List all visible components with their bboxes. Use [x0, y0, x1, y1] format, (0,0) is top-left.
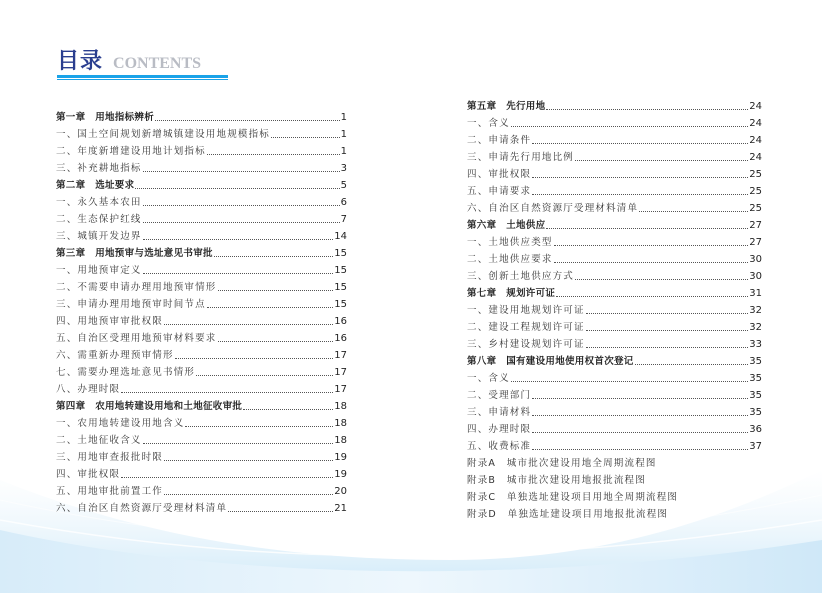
- dot-leader: [639, 210, 748, 212]
- dot-leader: [207, 306, 333, 308]
- dot-leader: [556, 295, 748, 297]
- toc-entry-label: 第四章 农用地转建设用地和土地征收审批: [56, 401, 243, 412]
- toc-section-entry[interactable]: [56, 277, 347, 294]
- dot-leader: [532, 397, 748, 399]
- toc-entry-label: 六、自治区自然资源厅受理材料清单: [467, 203, 639, 214]
- toc-page-number: 36: [749, 424, 762, 435]
- toc-page-number: 25: [749, 186, 762, 197]
- toc-entry-label: 第三章 用地预审与选址意见书审批: [56, 248, 213, 259]
- toc-entry-label: 一、永久基本农田: [56, 197, 142, 208]
- toc-page-number: 25: [749, 169, 762, 180]
- dot-leader: [586, 312, 749, 314]
- toc-section-entry[interactable]: [56, 413, 347, 430]
- dot-leader: [586, 346, 749, 348]
- toc-entry-label: 四、用地预审审批权限: [56, 316, 164, 327]
- dot-leader: [575, 159, 748, 161]
- toc-chapter-entry[interactable]: [467, 215, 762, 232]
- toc-section-entry[interactable]: [56, 345, 347, 362]
- dot-leader: [554, 244, 749, 246]
- dot-leader: [271, 136, 340, 138]
- toc-entry-label: 二、土地供应要求: [467, 254, 553, 265]
- toc-chapter-entry[interactable]: [56, 396, 347, 413]
- toc-entry-label: 六、需重新办理预审情形: [56, 350, 174, 361]
- toc-chapter-entry[interactable]: [56, 107, 347, 124]
- dot-leader: [164, 493, 333, 495]
- toc-entry-label: 七、需要办理选址意见书情形: [56, 367, 196, 378]
- dot-leader: [155, 119, 340, 121]
- toc-entry-label: 二、受理部门: [467, 390, 532, 401]
- toc-page-number: 35: [749, 373, 762, 384]
- toc-entry-label: 三、补充耕地指标: [56, 163, 142, 174]
- toc-entry-label: 一、国土空间规划新增城镇建设用地规模指标: [56, 129, 271, 140]
- toc-right-column: [467, 96, 762, 521]
- toc-page-number: 32: [749, 322, 762, 333]
- toc-page-number: 16: [334, 333, 347, 344]
- toc-chapter-entry[interactable]: [467, 96, 762, 113]
- toc-page-number: 3: [340, 163, 347, 174]
- dot-leader: [575, 278, 748, 280]
- toc-section-entry[interactable]: [56, 379, 347, 396]
- title-underline-thin: [57, 79, 228, 80]
- dot-leader: [228, 510, 333, 512]
- toc-section-entry[interactable]: [467, 164, 762, 181]
- toc-page-number: 16: [334, 316, 347, 327]
- toc-page-number: 1: [340, 146, 347, 157]
- toc-page-number: 35: [749, 390, 762, 401]
- toc-entry-label: 一、建设用地规划许可证: [467, 305, 585, 316]
- dot-leader: [243, 408, 333, 410]
- toc-page-number: 15: [334, 282, 347, 293]
- toc-page-number: 24: [749, 135, 762, 146]
- toc-section-entry[interactable]: [56, 141, 347, 158]
- toc-entry-label: 五、自治区受理用地预审材料要求: [56, 333, 217, 344]
- toc-page-number: 35: [749, 356, 762, 367]
- toc-entry-label: 四、审批权限: [467, 169, 532, 180]
- toc-appendix-entry[interactable]: [467, 487, 762, 504]
- dot-leader: [218, 289, 334, 291]
- toc-page-number: 1: [340, 112, 347, 123]
- toc-appendix-entry[interactable]: [467, 504, 762, 521]
- dot-leader: [532, 142, 748, 144]
- dot-leader: [532, 414, 748, 416]
- toc-entry-label: 三、申请办理用地预审时间节点: [56, 299, 206, 310]
- dot-leader: [143, 221, 340, 223]
- toc-section-entry[interactable]: [467, 436, 762, 453]
- toc-section-entry[interactable]: [467, 368, 762, 385]
- toc-entry-label: 第五章 先行用地: [467, 101, 546, 112]
- toc-appendix-entry[interactable]: [467, 470, 762, 487]
- toc-section-entry[interactable]: [56, 447, 347, 464]
- toc-section-entry[interactable]: [467, 198, 762, 215]
- dot-leader: [546, 227, 748, 229]
- toc-section-entry[interactable]: [467, 402, 762, 419]
- toc-section-entry[interactable]: [467, 249, 762, 266]
- toc-entry-label: 附录D 单独选址建设项目用地报批流程图: [467, 509, 669, 520]
- toc-entry-label: 一、农用地转建设用地含义: [56, 418, 185, 429]
- toc-section-entry[interactable]: [467, 317, 762, 334]
- toc-section-entry[interactable]: [56, 226, 347, 243]
- toc-section-entry[interactable]: [467, 147, 762, 164]
- title-underline: [57, 75, 228, 78]
- dot-leader: [164, 323, 333, 325]
- toc-entry-label: 二、申请条件: [467, 135, 532, 146]
- toc-appendix-entry[interactable]: [467, 453, 762, 470]
- toc-entry-label: 五、申请要求: [467, 186, 532, 197]
- dot-leader: [143, 238, 334, 240]
- toc-entry-label: 三、城镇开发边界: [56, 231, 142, 242]
- dot-leader: [218, 340, 334, 342]
- toc-page-number: 17: [334, 367, 347, 378]
- dot-leader: [196, 374, 333, 376]
- toc-entry-label: 一、含义: [467, 118, 510, 129]
- toc-entry-label: 二、年度新增建设用地计划指标: [56, 146, 206, 157]
- toc-page-number: 25: [749, 203, 762, 214]
- dot-leader: [143, 272, 334, 274]
- toc-entry-label: 附录B 城市批次建设用地报批流程图: [467, 475, 646, 486]
- toc-page-number: 17: [334, 350, 347, 361]
- dot-leader: [164, 459, 333, 461]
- dot-leader: [121, 391, 333, 393]
- toc-section-entry[interactable]: [467, 334, 762, 351]
- toc-page-number: 24: [749, 118, 762, 129]
- toc-section-entry[interactable]: [56, 158, 347, 175]
- toc-section-entry[interactable]: [56, 124, 347, 141]
- dot-leader: [175, 357, 334, 359]
- toc-entry-label: 附录A 城市批次建设用地全周期流程图: [467, 458, 657, 469]
- dot-leader: [207, 153, 340, 155]
- toc-entry-label: 一、用地预审定义: [56, 265, 142, 276]
- toc-section-entry[interactable]: [56, 481, 347, 498]
- toc-section-entry[interactable]: [56, 362, 347, 379]
- toc-page-number: 24: [749, 101, 762, 112]
- dot-leader: [511, 125, 748, 127]
- toc-section-entry[interactable]: [56, 260, 347, 277]
- toc-entry-label: 三、乡村建设规划许可证: [467, 339, 585, 350]
- title-english: CONTENTS: [113, 55, 202, 72]
- dot-leader: [121, 476, 333, 478]
- toc-page-number: 18: [334, 418, 347, 429]
- toc-entry-label: 第六章 土地供应: [467, 220, 546, 231]
- toc-section-entry[interactable]: [467, 300, 762, 317]
- toc-page-number: 18: [334, 435, 347, 446]
- toc-page-number: 1: [340, 129, 347, 140]
- toc-page-number: 14: [334, 231, 347, 242]
- dot-leader: [214, 255, 333, 257]
- page-title: [57, 44, 201, 75]
- dot-leader: [532, 193, 748, 195]
- toc-section-entry[interactable]: [56, 294, 347, 311]
- toc-page-number: 35: [749, 407, 762, 418]
- toc-section-entry[interactable]: [56, 192, 347, 209]
- toc-chapter-entry[interactable]: [56, 243, 347, 260]
- toc-entry-label: 二、建设工程规划许可证: [467, 322, 585, 333]
- dot-leader: [532, 448, 748, 450]
- dot-leader: [135, 187, 339, 189]
- toc-section-entry[interactable]: [467, 385, 762, 402]
- toc-section-entry[interactable]: [467, 419, 762, 436]
- dot-leader: [185, 425, 333, 427]
- toc-page-number: 24: [749, 152, 762, 163]
- toc-section-entry[interactable]: [56, 209, 347, 226]
- toc-page-number: 18: [334, 401, 347, 412]
- toc-entry-label: 一、含义: [467, 373, 510, 384]
- toc-page-number: 15: [334, 248, 347, 259]
- toc-entry-label: 第一章 用地指标辨析: [56, 112, 155, 123]
- toc-page-number: 20: [334, 486, 347, 497]
- toc-section-entry[interactable]: [467, 181, 762, 198]
- toc-page-number: 30: [749, 254, 762, 265]
- toc-section-entry[interactable]: [56, 311, 347, 328]
- toc-page-number: 27: [749, 237, 762, 248]
- toc-entry-label: 二、不需要申请办理用地预审情形: [56, 282, 217, 293]
- toc-entry-label: 五、收费标准: [467, 441, 532, 452]
- toc-entry-label: 第七章 规划许可证: [467, 288, 556, 299]
- toc-chapter-entry[interactable]: [467, 283, 762, 300]
- toc-section-entry[interactable]: [467, 113, 762, 130]
- dot-leader: [532, 176, 748, 178]
- toc-page-number: 19: [334, 469, 347, 480]
- toc-page-number: 27: [749, 220, 762, 231]
- toc-page-number: 15: [334, 299, 347, 310]
- toc-entry-label: 八、办理时限: [56, 384, 121, 395]
- toc-entry-label: 二、土地征收含义: [56, 435, 142, 446]
- toc-entry-label: 三、用地审查报批时限: [56, 452, 164, 463]
- toc-section-entry[interactable]: [56, 430, 347, 447]
- toc-page-number: 37: [749, 441, 762, 452]
- toc-section-entry[interactable]: [56, 328, 347, 345]
- toc-left-column: [56, 107, 347, 515]
- dot-leader: [143, 170, 340, 172]
- toc-chapter-entry[interactable]: [56, 175, 347, 192]
- toc-page-number: 17: [334, 384, 347, 395]
- toc-page-number: 7: [340, 214, 347, 225]
- toc-entry-label: 一、土地供应类型: [467, 237, 553, 248]
- dot-leader: [554, 261, 749, 263]
- toc-page-number: 5: [340, 180, 347, 191]
- toc-section-entry[interactable]: [56, 498, 347, 515]
- toc-page-number: 33: [749, 339, 762, 350]
- toc-section-entry[interactable]: [467, 232, 762, 249]
- toc-entry-label: 六、自治区自然资源厅受理材料清单: [56, 503, 228, 514]
- dot-leader: [143, 442, 334, 444]
- toc-page-number: 19: [334, 452, 347, 463]
- toc-page-number: 32: [749, 305, 762, 316]
- toc-entry-label: 附录C 单独选址建设项目用地全周期流程图: [467, 492, 679, 503]
- toc-section-entry[interactable]: [56, 464, 347, 481]
- toc-page-number: 30: [749, 271, 762, 282]
- title-chinese: 目录: [57, 49, 104, 74]
- dot-leader: [586, 329, 749, 331]
- toc-entry-label: 四、办理时限: [467, 424, 532, 435]
- toc-chapter-entry[interactable]: [467, 351, 762, 368]
- toc-page-number: 21: [334, 503, 347, 514]
- toc-section-entry[interactable]: [467, 130, 762, 147]
- toc-entry-label: 三、申请先行用地比例: [467, 152, 575, 163]
- toc-page-number: 6: [340, 197, 347, 208]
- toc-page-number: 15: [334, 265, 347, 276]
- toc-page-number: 31: [749, 288, 762, 299]
- toc-entry-label: 四、审批权限: [56, 469, 121, 480]
- toc-entry-label: 三、申请材料: [467, 407, 532, 418]
- toc-entry-label: 三、创新土地供应方式: [467, 271, 575, 282]
- dot-leader: [143, 204, 340, 206]
- dot-leader: [532, 431, 748, 433]
- dot-leader: [546, 108, 748, 110]
- toc-entry-label: 二、生态保护红线: [56, 214, 142, 225]
- toc-section-entry[interactable]: [467, 266, 762, 283]
- toc-entry-label: 第八章 国有建设用地使用权首次登记: [467, 356, 634, 367]
- dot-leader: [635, 363, 749, 365]
- dot-leader: [511, 380, 748, 382]
- toc-entry-label: 五、用地审批前置工作: [56, 486, 164, 497]
- toc-entry-label: 第二章 选址要求: [56, 180, 135, 191]
